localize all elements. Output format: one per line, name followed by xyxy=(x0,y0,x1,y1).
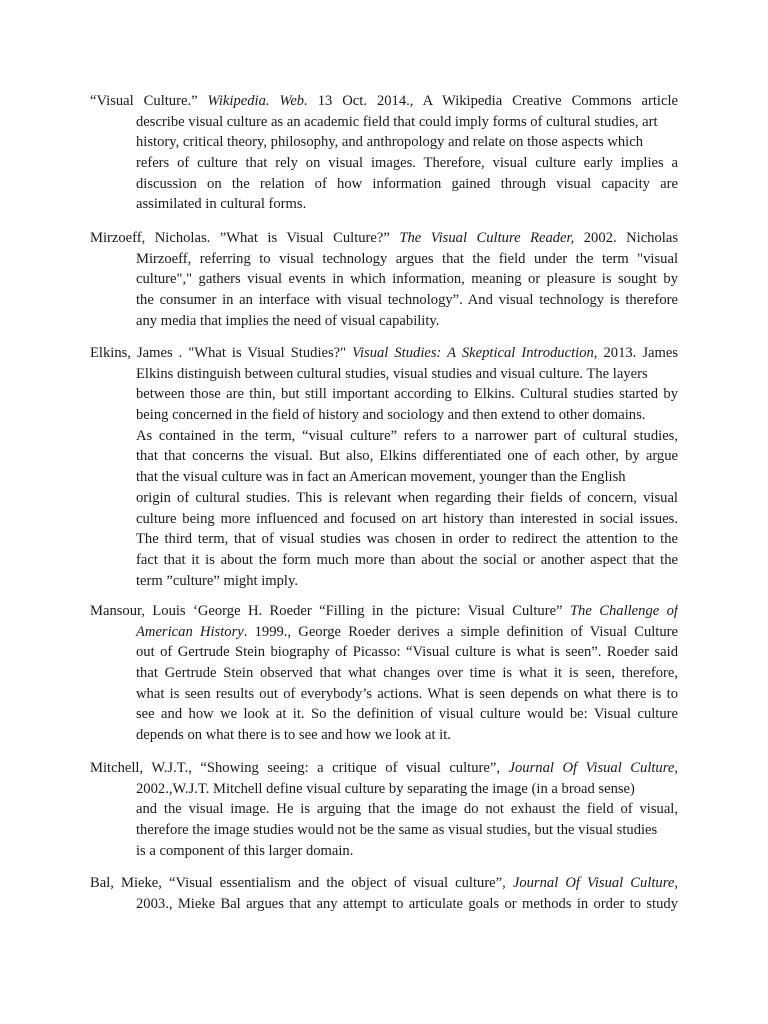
source-title: Visual Studies: A Skeptical Introduction xyxy=(352,345,594,361)
line-text: the consumer in an interface with visual technology”. And visual technology is therefore xyxy=(136,292,678,309)
line-text: being concerned in the field of history and sociology and then extend to other domains. xyxy=(136,407,646,424)
line-text: discussion on the relation of how information gained through visual capacity are xyxy=(136,175,678,192)
line-text: see and how we look at it. So the definition of visual culture would be: Visual culture xyxy=(136,706,678,723)
source-title: The Visual Culture Reader, xyxy=(399,230,575,246)
line-text-after: 2002. Nicholas xyxy=(574,230,678,246)
line-text: therefore the image studies would not be the same as visual studies, but the visual studies xyxy=(136,822,658,839)
entry-body-line xyxy=(90,174,678,195)
line-text: and the visual image. He is arguing that the image do not exhaust the field of visual, xyxy=(136,801,678,818)
entry-body-line xyxy=(90,529,678,550)
line-text: Bal, Mieke, “Visual essentialism and the object of visual culture”, xyxy=(90,875,513,891)
line-text: fact that it is about the form much more than about the social or another aspect that the xyxy=(136,551,678,568)
entry-body-line xyxy=(90,509,678,530)
entry-body-line xyxy=(90,841,678,862)
line-text: 2002.,W.J.T. Mitchell define visual culture by separating the image (in a broad sense) xyxy=(136,780,635,797)
line-text: what is seen results out of everybody’s actions. What is seen depends on what there is to xyxy=(136,685,678,702)
line-text: origin of cultural studies. This is relevant when regarding their fields of concern, visual xyxy=(136,489,678,506)
entry-body-line xyxy=(90,725,678,746)
entry-body-line xyxy=(90,571,678,592)
entry-body-line xyxy=(90,820,678,841)
bibliography-entry-mitchell xyxy=(90,758,678,861)
line-text: history, critical theory, philosophy, and anthropology and relate on those aspects which xyxy=(136,134,644,151)
line-text: describe visual culture as an academic field that could imply forms of cultural studies, art xyxy=(136,113,658,130)
line-text: is a component of this larger domain. xyxy=(136,842,354,859)
entry-heading-line xyxy=(90,228,678,249)
entry-body-line xyxy=(90,384,678,405)
entry-body-line xyxy=(90,446,678,467)
bibliography-entry-mansour xyxy=(90,601,678,746)
entry-heading-line xyxy=(90,343,678,364)
entry-body-line xyxy=(90,112,678,133)
entry-body-line xyxy=(90,704,678,725)
bibliography-entry-bal xyxy=(90,873,678,914)
line-text: refers of culture that rely on visual images. Therefore, visual culture early implies a xyxy=(136,155,678,172)
bibliography-entry-elkins xyxy=(90,343,678,591)
line-text: out of Gertrude Stein biography of Picasso: “Visual culture is what is seen”. Roeder said xyxy=(136,644,678,661)
line-text: culture being more influenced and focused on art history than interested in social issues. xyxy=(136,510,678,527)
source-title: Wikipedia. Web. xyxy=(207,93,308,109)
entry-body-line xyxy=(90,894,678,915)
line-text: culture"," gathers visual events in which information, meaning or pleasure is sought by xyxy=(136,271,678,288)
entry-body-line xyxy=(90,488,678,509)
line-text: that Gertrude Stein observed that what changes over time is what it is seen, therefore, xyxy=(136,665,678,682)
entry-body-line xyxy=(90,799,678,820)
line-text-after: , xyxy=(674,760,678,776)
line-text-after: , 2013. James xyxy=(593,345,678,361)
line-text: As contained in the term, “visual culture” refers to a narrower part of cultural studies, xyxy=(136,427,678,444)
line-text: Mirzoeff, Nicholas. ”What is Visual Culture?” xyxy=(90,230,400,246)
bibliography-entry-mirzoeff xyxy=(90,228,678,331)
entry-body-line xyxy=(90,132,678,153)
line-text: that that concerns the visual. But also, Elkins differentiated one of each other, by argue xyxy=(136,448,678,465)
line-text: Elkins, James . "What is Visual Studies?" xyxy=(90,345,353,361)
entry-body-line xyxy=(90,426,678,447)
line-text-after: , xyxy=(674,875,678,891)
line-text: depends on what there is to see and how we look at it. xyxy=(136,727,451,744)
entry-body-line xyxy=(90,779,678,800)
entry-body-line xyxy=(90,467,678,488)
entry-body-line xyxy=(90,663,678,684)
entry-body-line xyxy=(90,642,678,663)
entry-body-line xyxy=(90,364,678,385)
line-text: The third term, that of visual studies was chosen in order to redirect the attention to the xyxy=(136,531,678,548)
line-text-after: . 1999., George Roeder derives a simple definition of Visual Culture xyxy=(243,623,678,640)
entry-body-line xyxy=(90,290,678,311)
line-text: Mitchell, W.J.T., “Showing seeing: a critique of visual culture”, xyxy=(90,760,509,776)
source-title: The Challenge of xyxy=(569,603,678,619)
line-text: Elkins distinguish between cultural studies, visual studies and visual culture. The layers xyxy=(136,365,648,382)
source-title: American History xyxy=(136,623,244,640)
entry-body-line xyxy=(90,622,678,643)
entry-body-line xyxy=(90,684,678,705)
line-text: assimilated in cultural forms. xyxy=(136,196,307,213)
line-text: between those are thin, but still important according to Elkins. Cultural studies started by xyxy=(136,386,678,403)
line-text: 2003., Mieke Bal argues that any attempt to articulate goals or methods in order to study xyxy=(136,895,678,912)
entry-heading-line xyxy=(90,873,678,894)
entry-body-line xyxy=(90,194,678,215)
entry-body-line xyxy=(90,550,678,571)
entry-body-line xyxy=(90,269,678,290)
line-text: any media that implies the need of visual capability. xyxy=(136,312,440,329)
entry-heading-line xyxy=(90,601,678,622)
line-text: “Visual Culture.” xyxy=(90,93,208,109)
source-title: Journal Of Visual Culture xyxy=(512,875,675,891)
entry-body-line xyxy=(90,249,678,270)
entry-body-line xyxy=(90,153,678,174)
line-text: term ”culture” might imply. xyxy=(136,572,298,589)
line-text-after: 13 Oct. 2014., A Wikipedia Creative Commons article xyxy=(307,93,678,109)
entry-body-line xyxy=(90,405,678,426)
line-text: Mansour, Louis ‘George H. Roeder “Filling in the picture: Visual Culture” xyxy=(90,603,570,619)
line-text: that the visual culture was in fact an American movement, younger than the English xyxy=(136,469,626,486)
entry-heading-line xyxy=(90,91,678,112)
source-title: Journal Of Visual Culture xyxy=(508,760,675,776)
bibliography-entry-wikipedia xyxy=(90,91,678,215)
entry-heading-line xyxy=(90,758,678,779)
line-text: Mirzoeff, referring to visual technology argues that the field under the term "visual xyxy=(136,250,678,267)
entry-body-line xyxy=(90,311,678,332)
